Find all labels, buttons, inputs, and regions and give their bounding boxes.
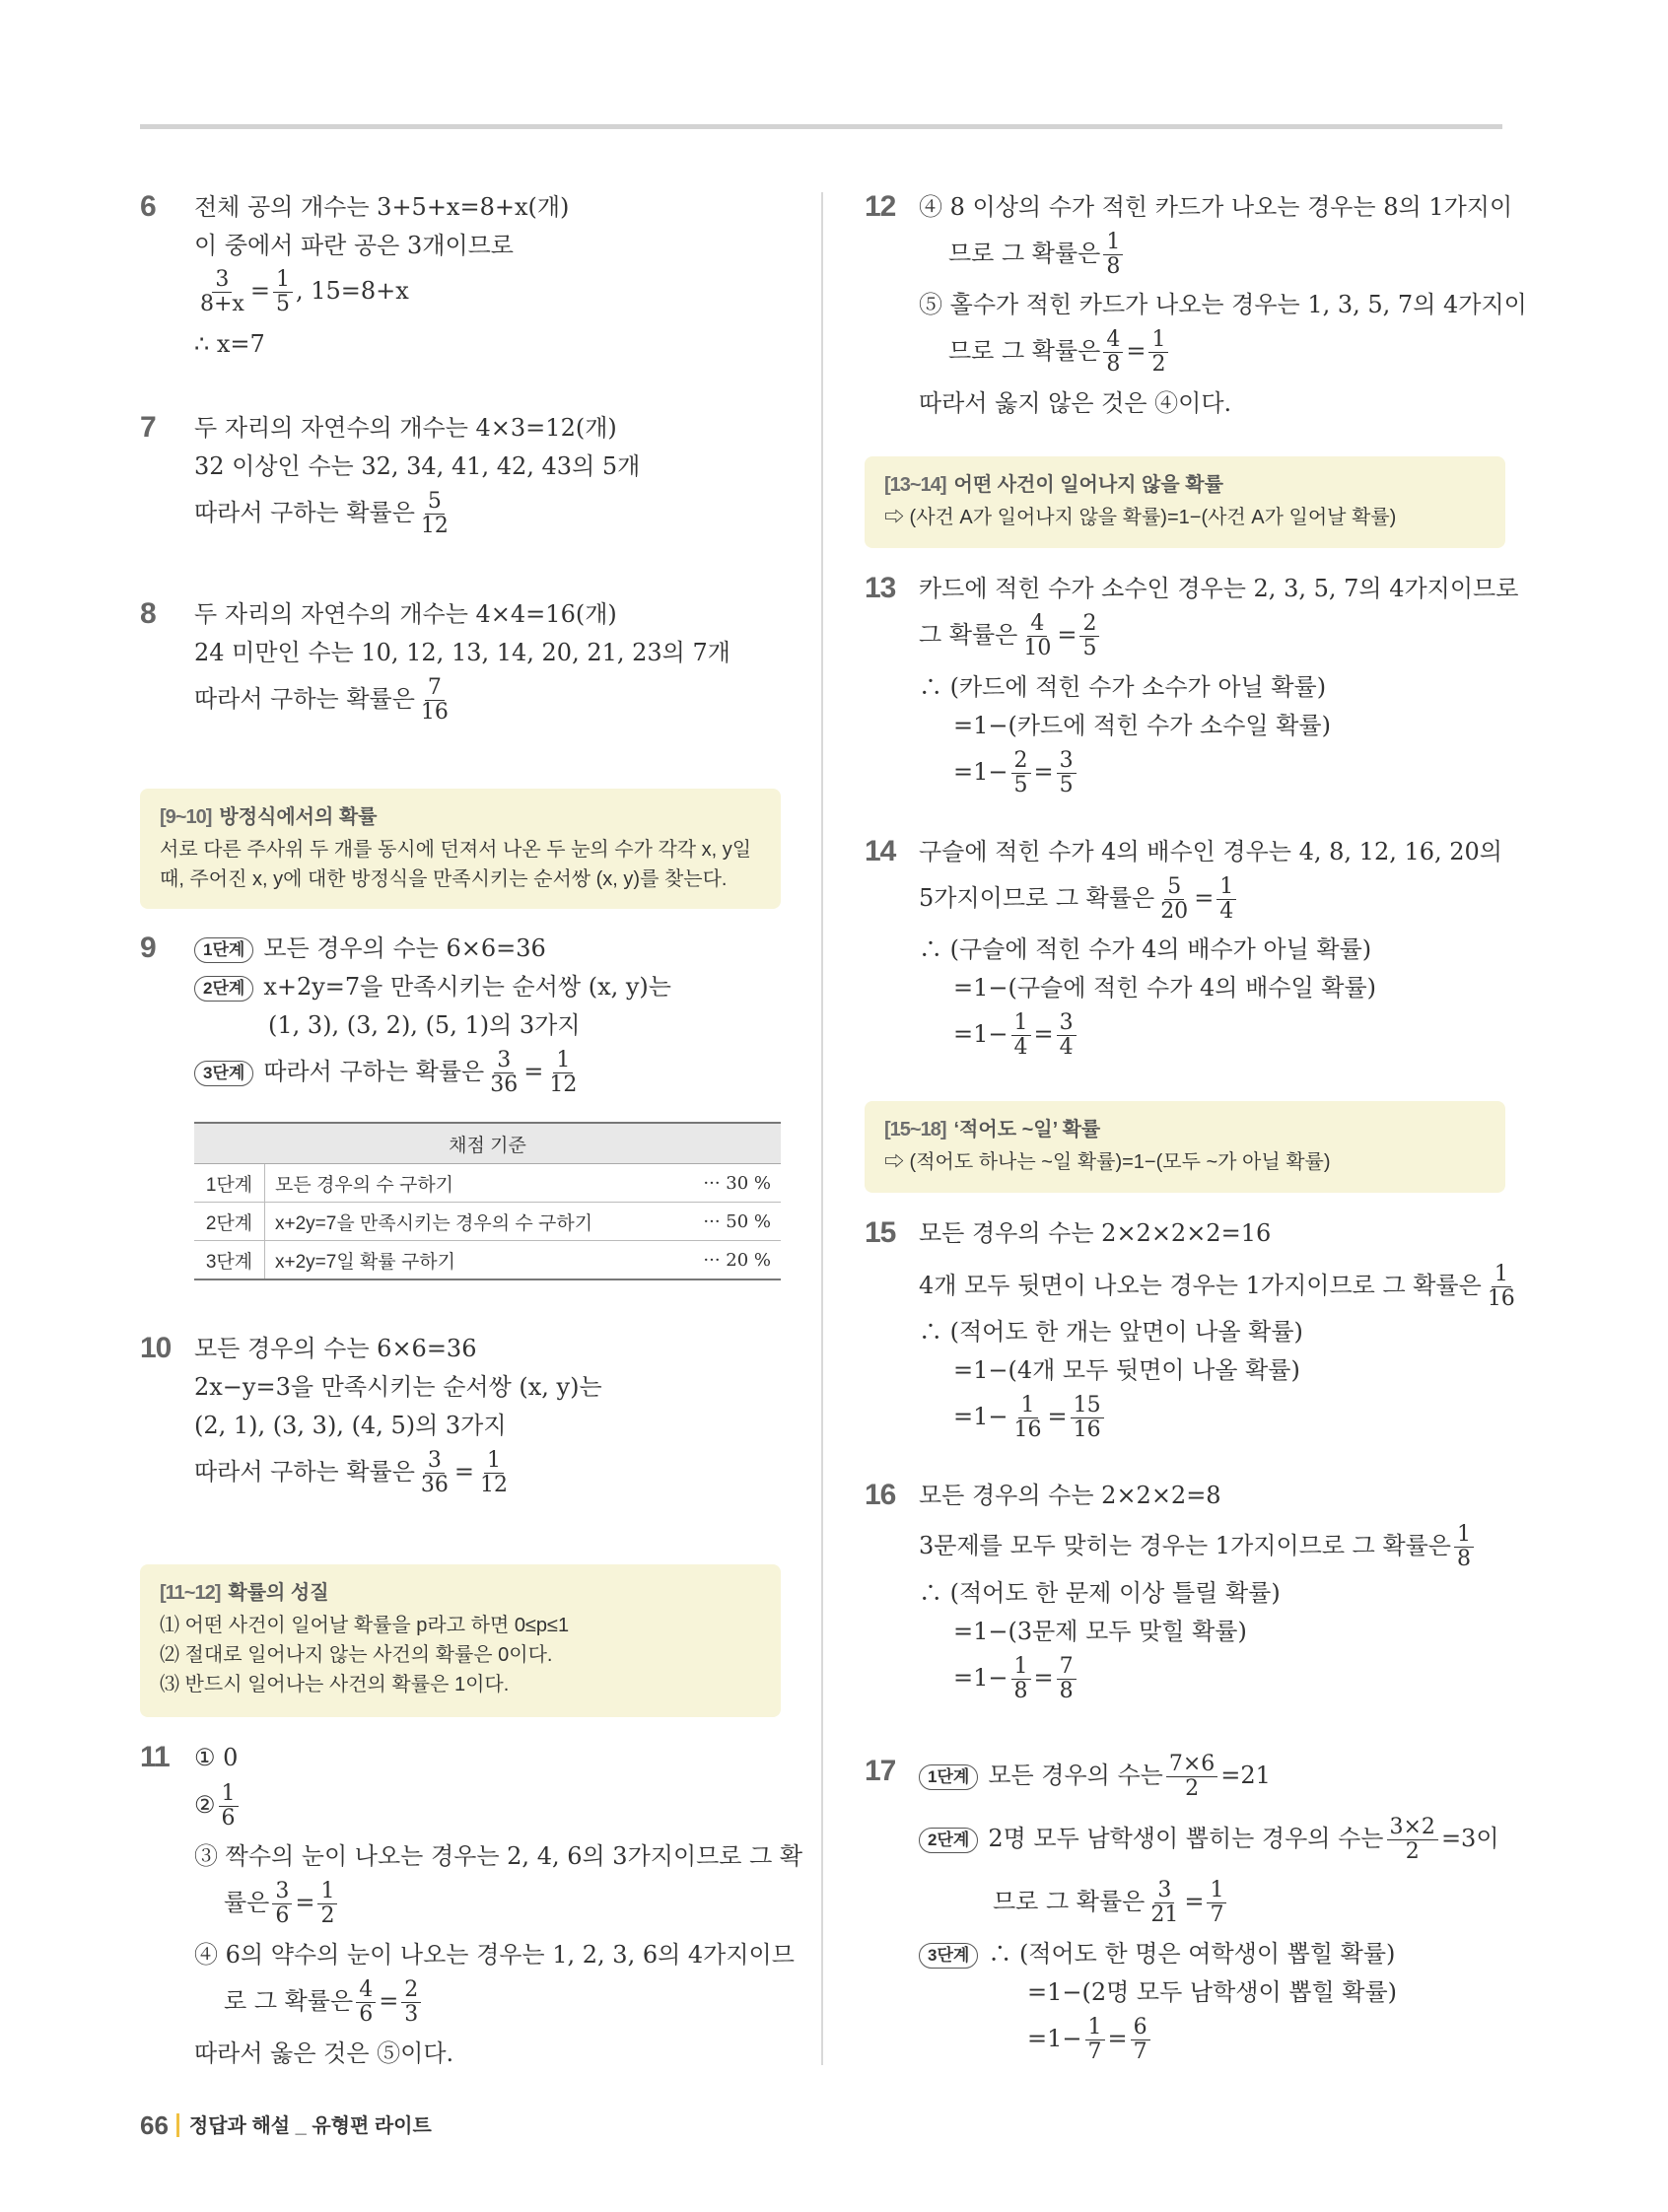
equation-line: 1단계 모든 경우의 수는 $\frac{7\times 6}{2}$ =21 [919,1753,1271,1801]
fraction: $\frac{5}{20}$ [1160,874,1189,924]
equation-line: =1− $\frac{2}{5}$ = $\frac{3}{5}$ [953,749,1079,797]
problem-number: 6 [140,190,156,223]
step-badge: 1단계 [194,937,253,963]
table-row: 1단계 모든 경우의 수 구하기 ··· 30 % [194,1164,781,1203]
text-line: 따라서 옳지 않은 것은 ④이다. [919,389,1232,417]
tip-header: [15~18] ‘적어도 ~일’ 확률 [884,1119,1101,1141]
fraction: $\frac{3}{21}$ [1150,1878,1179,1927]
column-divider [821,192,823,2065]
text-line: 구슬에 적힌 수가 4의 배수인 경우는 4, 8, 12, 16, 20의 [919,838,1502,865]
text-line: ④ 8 이상의 수가 적힌 카드가 나오는 경우는 8의 1가지이 [919,193,1513,221]
top-rule [140,124,1502,129]
step-badge: 2단계 [919,1828,978,1853]
text-line: 1단계 모든 경우의 수는 6×6=36 [194,932,546,965]
fraction: $\frac{1}{12}$ [480,1448,509,1497]
text-line: 2단계 x+2y=7을 만족시키는 순서쌍 (x, y)는 [194,970,671,1003]
fraction: $\frac{4}{10}$ [1023,611,1052,660]
problem-number: 15 [865,1216,896,1249]
equation-line: 따라서 구하는 확률은 $\frac{7}{16}$ [194,676,454,725]
text-line: =1−(2명 모두 남학생이 뽑힐 확률) [1027,1978,1398,2006]
tip-body: ⇨ (적어도 하나는 ~일 확률)=1−(모두 ~가 아닐 확률) [884,1151,1331,1173]
equation-line: =1− $\frac{1}{4}$ = $\frac{3}{4}$ [953,1011,1079,1060]
equation-line: 로 그 확률은 $\frac{4}{6}$ = $\frac{2}{3}$ [224,1978,424,2027]
equation-line: ② $\frac{1}{6}$ [194,1782,242,1831]
fraction: $\frac{1}{4}$ [1011,1011,1031,1060]
equation-line: 그 확률은 $\frac{4}{10}$ = $\frac{2}{5}$ [919,612,1102,660]
problem-number: 13 [865,572,896,604]
text-line: 모든 경우의 수는 6×6=36 [194,1335,477,1362]
step-badge: 3단계 [194,1061,253,1086]
step-badge: 3단계 [919,1943,978,1969]
tip-header: [13~14] 어떤 사건이 일어나지 않을 확률 [884,474,1223,496]
equation-line: 므로 그 확률은 $\frac{1}{8}$ [948,231,1126,279]
scoring-header: 채점 기준 [194,1123,781,1164]
text-line: 이 중에서 파란 공은 3개이므로 [194,232,514,259]
step-badge: 2단계 [194,976,253,1002]
fraction: $\frac{7}{8}$ [1057,1655,1077,1703]
fraction: $\frac{1}{2}$ [317,1880,337,1928]
equation-line: 3단계 따라서 구하는 확률은 $\frac{3}{36}$ = $\frac{1}{12}$ [194,1049,583,1097]
problem-number: 17 [865,1755,896,1787]
fraction: $\frac{1}{4}$ [1216,875,1236,924]
fraction: $\frac{1}{8}$ [1454,1523,1474,1571]
fraction: $\frac{2}{5}$ [1011,749,1031,797]
table-row: 3단계 x+2y=7일 확률 구하기 ··· 20 % [194,1241,781,1280]
text-line: (1, 3), (3, 2), (5, 1)의 3가지 [268,1011,581,1039]
fraction: $\frac{3}{8+x}$ [200,267,244,316]
fraction: $\frac{7\times 6}{2}$ [1166,1753,1217,1801]
text-line: ⑤ 홀수가 적힌 카드가 나오는 경우는 1, 3, 5, 7의 4가지이 [919,291,1527,318]
fraction: $\frac{7}{16}$ [420,675,449,725]
text-line: 모든 경우의 수는 2×2×2×2=16 [919,1219,1272,1247]
problem-number: 7 [140,411,156,444]
equation-line: 따라서 구하는 확률은 $\frac{3}{36}$ = $\frac{1}{12}$ [194,1449,514,1497]
text-line: ∴ (적어도 한 문제 이상 틀릴 확률) [919,1579,1281,1607]
text-line: 전체 공의 개수는 3+5+x=8+x(개) [194,193,570,221]
fraction: $\frac{3}{36}$ [490,1048,519,1097]
fraction: $\frac{1}{6}$ [219,1782,239,1831]
text-line: ∴ (구슬에 적힌 수가 4의 배수가 아닐 확률) [919,935,1372,963]
problem-number: 12 [865,190,896,223]
equation-line: 따라서 구하는 확률은 $\frac{5}{12}$ [194,490,454,538]
tip-body: ⑵ 절대로 일어나지 않는 사건의 확률은 0이다. [160,1644,553,1666]
equation-line: $\frac{3}{8+x}$ = $\frac{1}{5}$ , 15=8+x [194,268,409,316]
tip-body: 서로 다른 주사위 두 개를 동시에 던져서 나온 두 눈의 수가 각각 x, y일 [160,839,752,861]
footer-title: 정답과 해설 _ 유형편 라이트 [188,2115,432,2137]
page-number: 66 [140,2110,169,2140]
equation-line: 률은 $\frac{3}{6}$ = $\frac{1}{2}$ [224,1880,340,1928]
fraction: $\frac{5}{12}$ [420,489,449,538]
text-line: =1−(구슬에 적힌 수가 4의 배수일 확률) [953,974,1377,1002]
fraction: $\frac{1}{8}$ [1103,231,1123,279]
text-line: 32 이상인 수는 32, 34, 41, 42, 43의 5개 [194,452,641,480]
fraction: $\frac{2}{3}$ [401,1978,421,2027]
problem-number: 9 [140,932,156,964]
page-footer [140,2109,432,2141]
problem-number: 14 [865,835,896,867]
fraction: $\frac{3}{36}$ [420,1448,449,1497]
equation-line: =1− $\frac{1}{7}$ = $\frac{6}{7}$ [1027,2016,1153,2064]
problem-number: 10 [140,1332,172,1364]
fraction: $\frac{1}{7}$ [1085,2016,1105,2064]
fraction: $\frac{15}{16}$ [1071,1394,1104,1442]
text-line: ④ 6의 약수의 눈이 나오는 경우는 1, 2, 3, 6의 4가지이므 [194,1941,795,1969]
tip-body: 때, 주어진 x, y에 대한 방정식을 만족시키는 순서쌍 (x, y)를 찾는다. [160,868,728,890]
text-line: ③ 짝수의 눈이 나오는 경우는 2, 4, 6의 3가지이므로 그 확 [194,1842,803,1870]
tip-body: ⑶ 반드시 일어나는 사건의 확률은 1이다. [160,1674,510,1695]
fraction: $\frac{2}{5}$ [1079,612,1099,660]
equation-line: =1− $\frac{1}{16}$ = $\frac{15}{16}$ [953,1394,1107,1442]
text-line: 두 자리의 자연수의 개수는 4×3=12(개) [194,414,617,442]
problem-number: 11 [140,1741,170,1773]
text-line: ∴ (카드에 적힌 수가 소수가 아닐 확률) [919,673,1327,701]
fraction: $\frac{6}{7}$ [1131,2016,1150,2064]
text-line: 모든 경우의 수는 2×2×2=8 [919,1482,1221,1509]
text-line: 카드에 적힌 수가 소수인 경우는 2, 3, 5, 7의 4가지이므로 [919,575,1519,602]
text-line: ∴ x=7 [194,330,265,358]
text-line: =1−(4개 모두 뒷면이 나올 확률) [953,1356,1300,1384]
problem-number: 16 [865,1479,896,1511]
text-line: 따라서 옳은 것은 ⑤이다. [194,2039,454,2067]
tip-body: ⑴ 어떤 사건이 일어날 확률을 p라고 하면 0≤p≤1 [160,1615,570,1636]
fraction: $\frac{1}{5}$ [273,268,293,316]
equation-line: =1− $\frac{1}{8}$ = $\frac{7}{8}$ [953,1655,1079,1703]
text-line: 두 자리의 자연수의 개수는 4×4=16(개) [194,600,617,628]
fraction: $\frac{4}{6}$ [356,1978,376,2027]
fraction: $\frac{3}{5}$ [1057,749,1077,797]
text-line: =1−(카드에 적힌 수가 소수일 확률) [953,712,1331,739]
tip-box-13-14 [865,456,1505,548]
equation-line: 2단계 2명 모두 남학생이 뽑히는 경우의 수는 $\frac{3\times 2}{2}$ =3이 [919,1816,1499,1864]
footer-divider [176,2113,179,2137]
text-line: ① 0 [194,1744,239,1771]
tip-box-11-12 [140,1564,781,1717]
text-line: 3단계 ∴ (적어도 한 명은 여학생이 뽑힐 확률) [919,1937,1395,1970]
fraction: $\frac{1}{8}$ [1011,1655,1031,1703]
tip-header: [9~10] 방정식에서의 확률 [160,806,378,828]
text-line: (2, 1), (3, 3), (4, 5)의 3가지 [194,1412,507,1439]
scoring-table [194,1122,781,1280]
fraction: $\frac{1}{16}$ [1487,1262,1515,1311]
fraction: $\frac{4}{8}$ [1103,328,1123,377]
tip-header: [11~12] 확률의 성질 [160,1582,329,1604]
tip-body: ⇨ (사건 A가 일어나지 않을 확률)=1−(사건 A가 일어날 확률) [884,507,1397,528]
text-line: =1−(3문제 모두 맞힐 확률) [953,1618,1247,1645]
step-badge: 1단계 [919,1764,978,1790]
fraction: $\frac{1}{7}$ [1207,1879,1226,1927]
text-line: 24 미만인 수는 10, 12, 13, 14, 20, 21, 23의 7개 [194,639,730,666]
equation-line: 므로 그 확률은 $\frac{4}{8}$ = $\frac{1}{2}$ [948,328,1171,377]
fraction: $\frac{1}{2}$ [1148,328,1168,377]
tip-box-9-10 [140,789,781,909]
text-line: 2x−y=3을 만족시키는 순서쌍 (x, y)는 [194,1373,602,1401]
fraction: $\frac{3}{6}$ [272,1880,292,1928]
fraction: $\frac{3\times 2}{2}$ [1387,1816,1438,1864]
equation-line: 5가지이므로 그 확률은 $\frac{5}{20}$ = $\frac{1}{4}$ [919,875,1239,924]
fraction: $\frac{1}{16}$ [1013,1393,1042,1442]
problem-number: 8 [140,597,156,630]
fraction: $\frac{3}{4}$ [1057,1011,1077,1060]
text-line: ∴ (적어도 한 개는 앞면이 나올 확률) [919,1318,1303,1346]
equation-line: 4개 모두 뒷면이 나오는 경우는 1가지이므로 그 확률은 $\frac{1}{16}$ [919,1263,1521,1311]
equation-line: 므로 그 확률은 $\frac{3}{21}$ = $\frac{1}{7}$ [993,1879,1229,1927]
fraction: $\frac{1}{12}$ [549,1048,578,1097]
tip-box-15-18 [865,1101,1505,1193]
equation-line: 3문제를 모두 맞히는 경우는 1가지이므로 그 확률은 $\frac{1}{8}$ [919,1523,1477,1571]
table-row: 2단계 x+2y=7을 만족시키는 경우의 수 구하기 ··· 50 % [194,1203,781,1241]
